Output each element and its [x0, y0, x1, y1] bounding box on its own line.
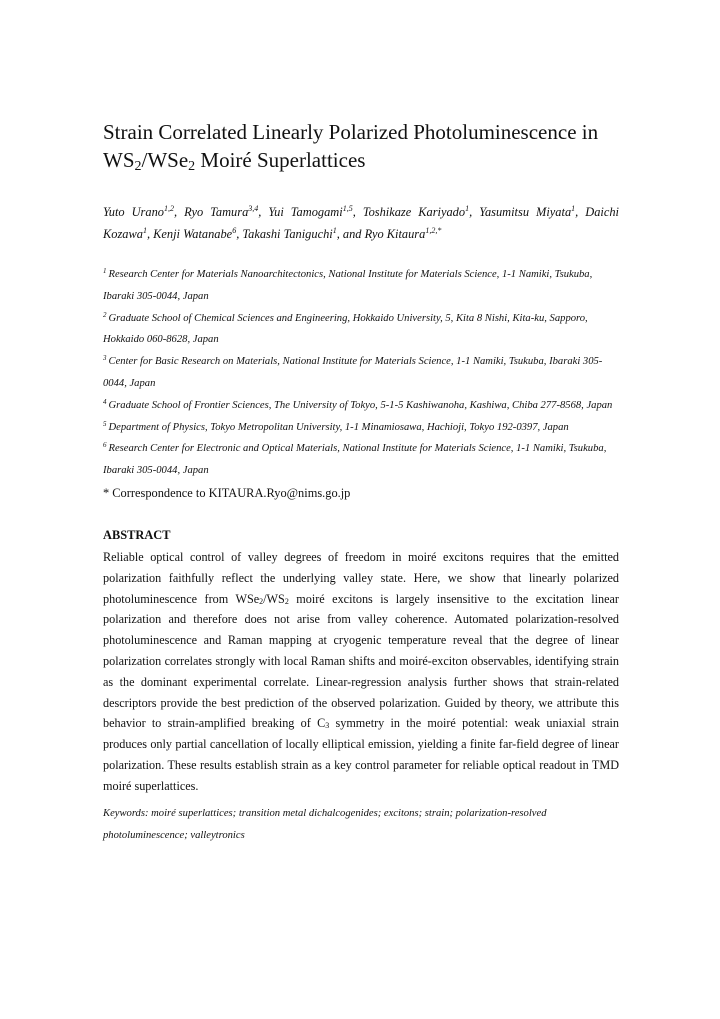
affiliation-number: 3	[103, 354, 107, 363]
author-name: Takashi Taniguchi	[242, 227, 333, 241]
affiliation-text: Department of Physics, Tokyo Metropolitan University, 1-1 Minamiosawa, Hachioji, Tokyo 192-0397, Japan	[108, 421, 569, 433]
author-affiliation-mark: 1	[571, 204, 576, 213]
title-subscript: 2	[134, 159, 142, 174]
abstract-heading: ABSTRACT	[103, 527, 171, 542]
author-list	[103, 201, 619, 245]
author-separator: ,	[258, 205, 269, 219]
author-separator: , and	[336, 227, 365, 241]
affiliation-number: 2	[103, 310, 107, 319]
affiliation-text: Research Center for Materials Nanoarchitectonics, National Institute for Materials Science, 1-1 Namiki, Tsukuba, Ibaraki 305-0044, Japan	[103, 269, 593, 302]
title-line-1: Strain Correlated Linearly Polarized Photoluminescence in	[103, 120, 599, 144]
abstract-subscript: 2	[259, 596, 264, 606]
abstract-text: moiré excitons is largely insensitive to the excitation linear polarization and therefore does not arise from valley coherence. Automated polarization-resolved photoluminescence and Raman mapping at cryogenic temperature reveal that the degree of linear polarization correlates strongly with local Raman shifts and moiré-exciton observables, identifying strain as the dominant experimental correlate. Linear-regression analysis further shows that strain-related descriptors provide the best prediction of the observed polarization. Guided by theory, we attribute this behavior to strain-amplified breaking of C	[103, 591, 619, 731]
affiliation-number: 6	[103, 441, 107, 450]
author-name: Daichi Kozawa	[103, 205, 619, 241]
affiliation-item	[103, 438, 619, 482]
keywords: Keywords: moiré superlattices; transition metal dichalcogenides; excitons; strain; polarization-resolved photoluminescence; valleytronics	[103, 807, 547, 841]
affiliation-number: 5	[103, 419, 107, 428]
author-name: Yasumitsu Miyata	[479, 205, 572, 219]
author-separator: ,	[173, 205, 185, 219]
author-name: Toshikaze Kariyado	[362, 205, 466, 219]
abstract-text: Reliable optical control of valley degrees of freedom in moiré excitons requires that the emitted polarization faithfully reflect the underlying valley state. Here, we show that linearly polarized photoluminescence from WSe	[103, 549, 619, 606]
paper-page	[103, 118, 619, 847]
title-text: /WSe	[141, 148, 189, 172]
author-separator: ,	[146, 227, 154, 241]
author-affiliation-mark: 1,2,*	[425, 226, 442, 235]
abstract-subscript: 2	[284, 596, 289, 606]
affiliation-number: 1	[103, 267, 107, 275]
title-subscript: 2	[188, 159, 196, 174]
author-affiliation-mark: 1	[142, 226, 147, 235]
author-separator: ,	[352, 205, 363, 219]
author-name: Kenji Watanabe	[153, 227, 233, 241]
author-affiliation-mark: 3,4	[248, 204, 259, 213]
author-name: Yui Tamogami	[268, 205, 343, 219]
author-name: Ryo Tamura	[184, 205, 249, 219]
affiliation-number: 4	[103, 397, 107, 406]
affiliation-item	[103, 308, 619, 352]
author-separator: ,	[469, 205, 480, 219]
affiliation-text: Center for Basic Research on Materials, National Institute for Materials Science, 1-1 Namiki, Tsukuba, Ibaraki 305-0044, Japan	[103, 356, 603, 389]
affiliation-list	[103, 264, 619, 482]
author-affiliation-mark: 1,2	[163, 204, 174, 213]
author-name: Yuto Urano	[103, 205, 164, 219]
correspondence: * Correspondence to KITAURA.Ryo@nims.go.jp	[103, 485, 351, 500]
abstract-body	[103, 547, 619, 797]
abstract-subscript: 3	[325, 721, 330, 731]
affiliation-item	[103, 395, 619, 417]
author-affiliation-mark: 1	[465, 204, 470, 213]
author-name: Ryo Kitaura	[364, 227, 426, 241]
affiliation-text: Graduate School of Chemical Sciences and Engineering, Hokkaido University, 5, Kita 8 Nishi, Kita-ku, Sapporo, Hokkaido 060-8628, Japan	[103, 312, 588, 346]
author-affiliation-mark: 1	[332, 226, 337, 235]
abstract-text: symmetry in the moiré potential: weak uniaxial strain produces only partial cancellation of locally elliptical emission, yielding a finite far-field degree of linear polarization. These results establish strain as a key control parameter for reliable optical readout in TMD moiré superlattices.	[103, 716, 619, 793]
affiliation-text: Graduate School of Frontier Sciences, The University of Tokyo, 5-1-5 Kashiwanoha, Kashiwa, Chiba 277-8568, Japan	[108, 399, 613, 411]
affiliation-text: Research Center for Electronic and Optical Materials, National Institute for Materials Science, 1-1 Namiki, Tsukuba, Ibaraki 305-0044, Japan	[103, 443, 607, 477]
affiliation-item	[103, 351, 619, 395]
paper-title	[103, 118, 619, 174]
title-text: Moiré Superlattices	[195, 148, 366, 172]
author-separator: ,	[236, 227, 243, 241]
author-separator: ,	[575, 205, 586, 219]
affiliation-item	[103, 264, 619, 308]
author-affiliation-mark: 6	[232, 226, 237, 235]
title-text: WS	[103, 148, 135, 172]
affiliation-item	[103, 417, 619, 439]
abstract-text: /WS	[263, 591, 285, 606]
author-affiliation-mark: 1,5	[342, 204, 353, 213]
